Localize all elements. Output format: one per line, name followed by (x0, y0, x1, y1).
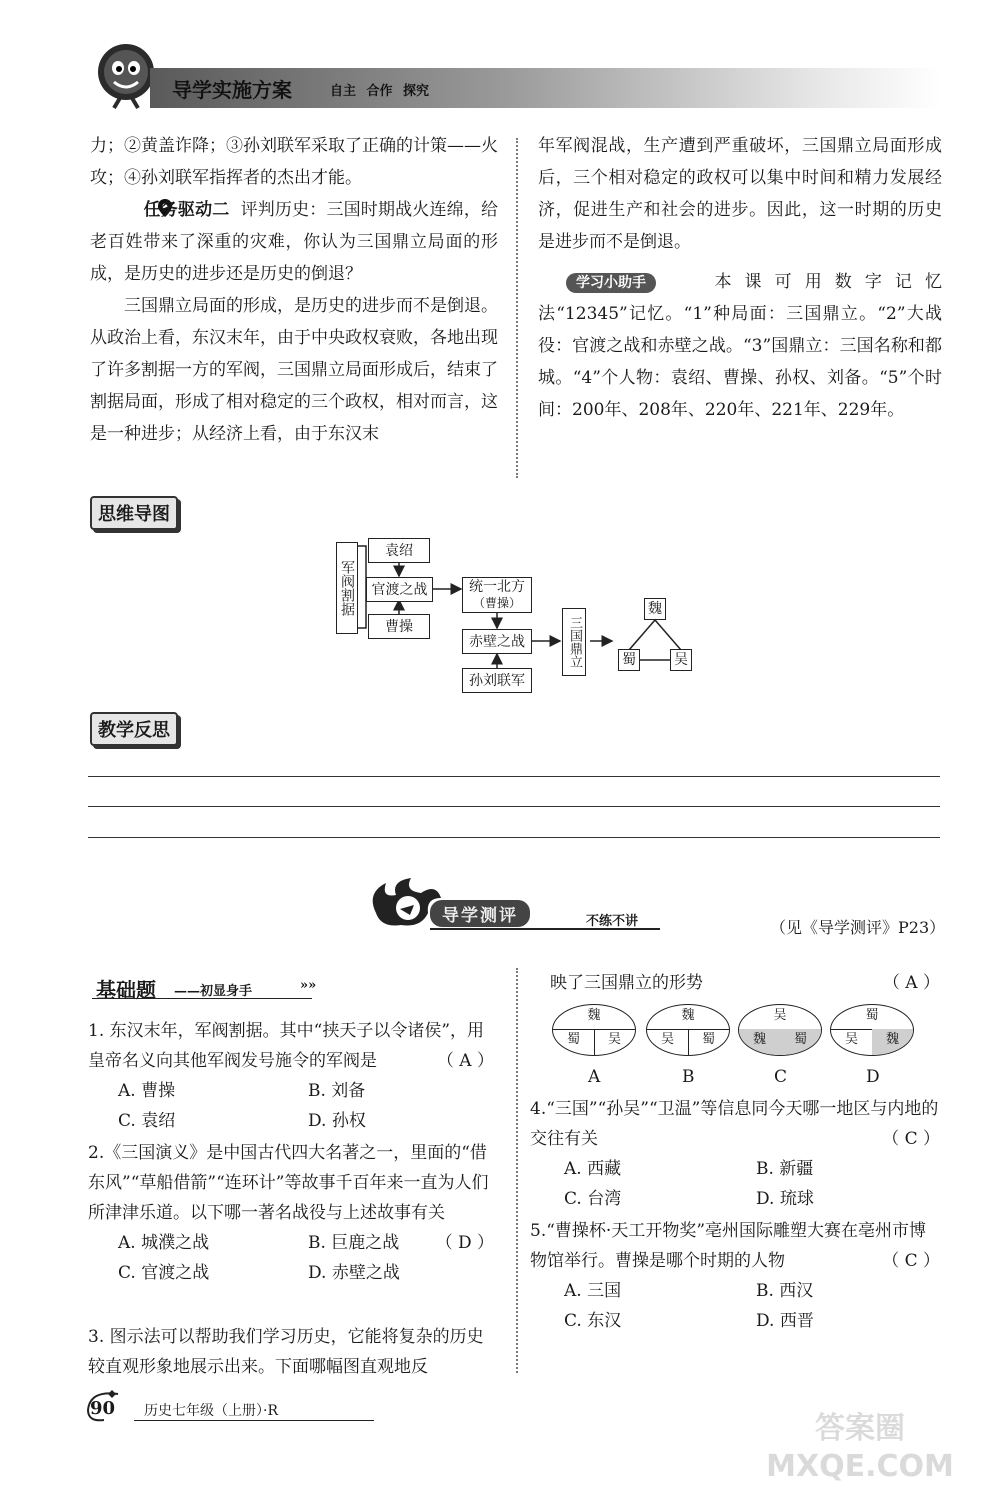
q1-stem (88, 1016, 494, 1076)
q5-stem (530, 1216, 940, 1276)
q4-option-b[interactable]: B. 新疆 (756, 1159, 814, 1179)
q4-option-a[interactable]: A. 西藏 (564, 1159, 622, 1179)
continuation-text: 力；②黄盖诈降；③孙刘联军采取了正确的计策——火攻；④孙刘联军指挥者的杰出才能。 (90, 136, 498, 188)
q5-option-b[interactable]: B. 西汉 (756, 1281, 814, 1301)
writing-line (88, 837, 940, 838)
writing-line (88, 776, 940, 777)
reflection-section-title: 教学反思 (90, 712, 178, 746)
mindmap-sunliu: 孙刘联军 (462, 668, 532, 693)
mindmap-caocao: 曹操 (368, 614, 430, 639)
q3-letter-b: B (682, 1067, 695, 1087)
answer-part2: 年军阀混战，生产遭到严重破坏，三国鼎立局面形成后，三个相对稳定的政权可以集中时间和精力发展经济，促进生产和社会的进步。因此，这一时期的历史是进步而不是倒退。 (538, 136, 942, 252)
q3-b-top: 魏 (647, 1005, 729, 1030)
header-title: 导学实施方案 (172, 78, 292, 102)
q3-stem-left: 3. 图示法可以帮助我们学习历史，它能将复杂的历史较直观形象地展示出来。下面哪幅图直观地反 (88, 1327, 484, 1377)
basic-subtitle: ——初显身手 (174, 984, 253, 999)
q3-a-top: 魏 (553, 1005, 635, 1030)
q2 (88, 1138, 494, 1288)
q2-stem-text: 2.《三国演义》是中国古代四大名著之一，里面的“借东风”“草船借箭”“连环计”等故事千百年来一直为人们所津津乐道。以下哪一著名战役与上述故事有关 (88, 1143, 489, 1223)
q3-stem-right-text: 映了三国鼎立的形势 (550, 973, 703, 993)
q3-a-bottom-left: 蜀 (553, 1029, 595, 1055)
basic-title-underline (92, 998, 312, 999)
q3-letter-a: A (588, 1067, 601, 1087)
q3-diagram-b[interactable] (646, 1004, 730, 1056)
q3-diagram-c[interactable] (738, 1004, 822, 1056)
q1-option-a[interactable]: A. 曹操 (118, 1081, 176, 1101)
q4-stem (530, 1094, 940, 1154)
q3-a-bottom-right: 吴 (607, 1032, 621, 1047)
mindmap-junfa: 军阀割据 (336, 542, 358, 634)
footer-book: 历史七年级（上册）·R (144, 1403, 278, 1419)
q3-stem-right (550, 968, 940, 998)
q5 (530, 1216, 940, 1336)
q3-b-bottom-right: 蜀 (701, 1032, 715, 1047)
basic-section-title (90, 968, 320, 1006)
header-subtitle: 自主 合作 探究 (330, 84, 430, 99)
q1-option-d[interactable]: D. 孙权 (308, 1111, 366, 1131)
q3-d-top: 蜀 (831, 1005, 913, 1030)
mindmap-wu: 吴 (670, 649, 692, 671)
watermark: 答案圈 MXQE.COM (766, 1411, 954, 1484)
practice-reference: （见《导学测评》P23） (770, 918, 946, 937)
q1-options (88, 1076, 494, 1136)
tip-text: 本课可用数字记忆法“12345”记忆。“1”种局面：三国鼎立。“2”大战役：官渡之战和赤壁之战。“3”国鼎立：三国名称和都城。“4”个人物：袁绍、曹操、孙权、刘备。“5”个时间：200年、208年、220年、221年、229年。 (538, 272, 943, 420)
q2-option-c[interactable]: C. 官渡之战 (118, 1263, 210, 1283)
column-divider (516, 138, 518, 478)
q2-option-b[interactable]: B. 巨鹿之战 (308, 1233, 400, 1253)
footer (84, 1388, 384, 1428)
mindmap-shu: 蜀 (618, 649, 640, 671)
left-column (90, 130, 498, 450)
mindmap-guandu: 官渡之战 (366, 577, 433, 602)
q4-option-d[interactable]: D. 琉球 (756, 1189, 814, 1209)
q2-options (88, 1228, 436, 1288)
mindmap-section-title: 思维导图 (90, 496, 178, 530)
column-divider (516, 968, 518, 1373)
mindmap-yuanshao: 袁绍 (368, 538, 430, 563)
task-label: 任务驱动二 (143, 200, 230, 220)
q5-answer: （ C ） (882, 1251, 940, 1271)
footer-line (134, 1420, 374, 1421)
q4-options (530, 1154, 940, 1214)
mindmap-tongyi-sub: （曹操） (472, 596, 521, 610)
q5-option-a[interactable]: A. 三国 (564, 1281, 622, 1301)
mindmap-chibi: 赤壁之战 (462, 629, 532, 654)
double-chevron-icon: »» (300, 978, 317, 993)
q3-diagrams (552, 1004, 942, 1088)
task-question-text: 评判历史：三国时期战火连绵，给老百姓带来了深重的灾难，你认为三国鼎立局面的形成，是历史的进步还是历史的倒退？ (90, 200, 498, 284)
q5-stem-text: 5.“曹操杯·天工开物奖”亳州国际雕塑大赛在亳州市博物馆举行。曹操是哪个时期的人物 (530, 1221, 927, 1271)
q4-answer: （ C ） (882, 1129, 940, 1149)
q3-letter-c: C (774, 1067, 788, 1087)
task-question (90, 194, 498, 290)
q3-b-bottom-left: 吴 (647, 1029, 689, 1055)
q4 (530, 1094, 940, 1214)
q1 (88, 1016, 494, 1136)
q3-d-bottom-right: 魏 (872, 1029, 913, 1055)
q3-diagram-d[interactable] (830, 1004, 914, 1056)
q1-stem-text: 1. 东汉末年，军阀割据。其中“挟天子以令诸侯”，用皇帝名义向其他军阀发号施令的军阀是 (88, 1021, 485, 1071)
practice-banner-title: 导学测评 (430, 900, 530, 927)
location-pin-icon (124, 196, 138, 214)
tip-paragraph (538, 266, 942, 426)
mindmap-tongyi-text: 统一北方 (469, 579, 525, 595)
mindmap-tongyi (462, 577, 532, 613)
q2-option-a[interactable]: A. 城濮之战 (118, 1233, 210, 1253)
page-number: 90 (90, 1398, 116, 1419)
practice-banner-sub: 不练不讲 (586, 914, 639, 929)
q2-option-d[interactable]: D. 赤壁之战 (308, 1263, 400, 1283)
mindmap-sanguo: 三国鼎立 (562, 608, 586, 676)
q3-c-bottom-right: 蜀 (780, 1029, 821, 1055)
q3-d-bottom-left: 吴 (831, 1029, 873, 1055)
q3-answer: （ A ） (882, 973, 940, 993)
tip-label: 学习小助手 (566, 273, 656, 293)
q3-c-top: 吴 (739, 1005, 821, 1030)
answer-part1: 三国鼎立局面的形成，是历史的进步而不是倒退。从政治上看，东汉末年，由于中央政权衰败，各地出现了许多割据一方的军阀，三国鼎立局面形成后，结束了割据局面，形成了相对稳定的三个政权，相对而言，这是一种进步；从经济上看，由于东汉末 (90, 296, 498, 444)
q3-c-bottom-left: 魏 (739, 1029, 781, 1055)
q3-diagram-a[interactable] (552, 1004, 636, 1056)
q1-option-c[interactable]: C. 袁绍 (118, 1111, 176, 1131)
q5-options (530, 1276, 940, 1336)
q1-option-b[interactable]: B. 刘备 (308, 1081, 366, 1101)
practice-banner (430, 900, 660, 930)
basic-title: 基础题 (96, 978, 156, 1002)
right-column (538, 130, 942, 426)
q1-answer: （ A ） (436, 1051, 494, 1071)
q4-stem-text: 4.“三国”“孙吴”“卫温”等信息同今天哪一地区与内地的交往有关 (530, 1099, 939, 1149)
q5-option-d[interactable]: D. 西晋 (756, 1311, 814, 1331)
writing-line (88, 806, 940, 807)
q4-option-c[interactable]: C. 台湾 (564, 1189, 622, 1209)
q5-option-c[interactable]: C. 东汉 (564, 1311, 622, 1331)
q2-answer: （ D ） (435, 1233, 494, 1253)
mindmap-wei: 魏 (644, 598, 666, 620)
q3-letter-d: D (866, 1067, 880, 1087)
